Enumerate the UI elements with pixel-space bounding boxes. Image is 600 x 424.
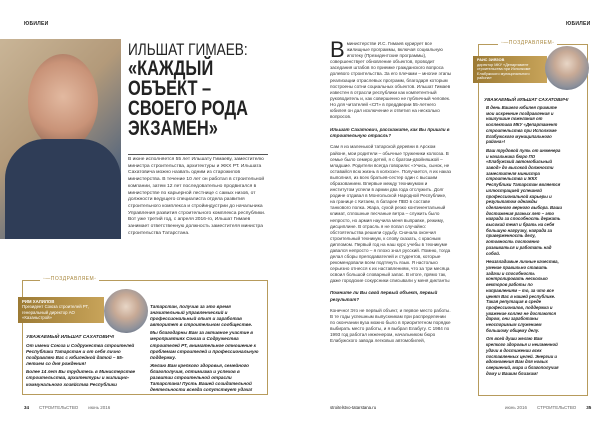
page-number-right: 35 (586, 405, 592, 410)
congrats-heading-right: ◦—ПОЗДРАВЛЯЕМ◦ (498, 40, 557, 46)
question-1: Ильшат Сахатович, расскажите, как Вы пришли в строительную отрасль? (330, 127, 450, 139)
website: stroitelstvo-tatarstana.ru (330, 405, 377, 410)
person-photo-left (104, 289, 148, 333)
lead-paragraph: В июне исполняется 55 лет Ильшату Гимаеву, заместителю министра строительства, архитектуры и ЖКХ РТ. Ильшата Сахатовича можно назвать одним из старожилов министерства. В течение 10 лет он работал в строительной компании, затем 12 лет последовательно продвигался в министерстве по карьерной лестнице с самых низов, от должности ведущего специалиста отдела развития строительного комплекса и стройиндустрии до начальника Управления развития строительного комплекса республики. Вот уже третий год, с апреля 2016-го, Ильшат Гимаев занимает ответственную должность заместителя министра строительства Татарстана. (128, 157, 266, 236)
magazine-name-right: СТРОИТЕЛЬСТВО (536, 405, 577, 410)
congrats-heading-left: ◦—ПОЗДРАВЛЯЕМ◦ (40, 276, 99, 282)
title-name: ИЛЬШАТ ГИМАЕВ: (128, 40, 248, 59)
magazine-name-left: СТРОИТЕЛЬСТВО (39, 405, 79, 410)
portrait-photo (0, 39, 121, 239)
congrats-col2: Татарстан, получив за это время значительный управленческий и профессиональный опыт и заработав авторитет в строительном сообществе. Мы благодарны Вам за активное участие в мероприятиях Союза и Содружества строителей РТ, внимательное отношение к проблемам строителей и профессиональную поддержку. Желаю Вам крепкого здоровья, семейного благополучия, оптимизма и успехов в развитии строительной отрасли Татарстана! Пусть Вашей созидательной деятельности всегда сопутствует удача! (150, 304, 259, 393)
page-number-left: 34 (24, 405, 30, 410)
article-title (128, 40, 288, 139)
article-body (330, 37, 452, 344)
question-2: Помните ли Вы свой первый объект, первый результат? (330, 290, 438, 302)
title-quote: «КАЖДЫЙ ОБЪЕКТ – СВОЕГО РОДА ЭКЗАМЕН» (128, 57, 249, 140)
person-title: Президент Союза строителей РТ, генеральный директор АО «Казаньстрой» (22, 304, 89, 321)
section-tag-left: ЮБИЛЕИ (24, 21, 49, 27)
section-tag-right: ЮБИЛЕИ (566, 21, 591, 27)
person-label-right (473, 56, 547, 83)
person-name: РИМ ХАЛИЛОВ (22, 299, 55, 304)
salutation-left: УВАЖАЕМЫЙ ИЛЬШАТ САХАТОВИЧ! (26, 335, 115, 340)
issue-date-right: июнь 2016 (505, 405, 527, 410)
issue-date-left: июнь 2016 (88, 405, 111, 410)
article-paragraph: министерстве И.С. Гимаев курирует все жилищные программы, включая социальную ипотеку (Президентские программы), совершенствует обновление объектов, проводит заседания штабов по приемке гражданского вопроса долевого строительства. За его плечами – многие этапы реализации отраслевых программ, благодаря которым построены сотни социальных объектов. Ильшат Гимаев известен в отрасли республики как компетентный руководитель и, как совершенно не публичный человек. Но для читателей «СП» в преддверии 55-летнего юбилея он дал исключение и ответил на несколько вопросов. (330, 41, 452, 120)
footer-right (505, 405, 591, 410)
person-photo-right (545, 46, 589, 90)
congrats-col1: От имени Союза и Содружества строителей Республики Татарстан и от себя лично поздравляю Вас с юбилейной датой – 55-летием со дня рождения! Более 14 лет Вы трудитесь в Министерстве строительства, архитектуры и жилищно-коммунального хозяйства Республики (26, 343, 136, 387)
congrats-right-text: В день Вашего юбилея примите мои искренние поздравления и наилучшие пожелания от коллектива МКУ «Департамент строительства при Исполкоме Елабужского муниципального района»! Ваш трудовой путь от инженера и начальника бюро ПО «Елабужский автомобильный завод» до высокой должности заместителя министра строительства и ЖКХ Республики Татарстан является иллюстрацией успешной профессиональной карьеры и результатом однажды сделанного верного выбора. Ваши достижения разных лет – это награда за способность держать высокий темп и брать на себя большую нагрузку, награда за приверженность делу, готовность постоянно развиваться и работать над собой. Неизгладимые личные качества, умение правильно ставить задачи и способность контролировать несколько векторов работы по направлениям – то, за что все ценят Вас в нашей республике. Такая репутация в среде профессионалов, поддержка и уважение коллег не достаются даром, они заработаны неоспоримым служением большому общему делу. От всей души желаю Вам крепкого здоровья и неизменной удачи в достижении всех поставленных целей. Энергии и вдохновения Вам для новых свершений, мира и благополучия дому и Вашим близким! (486, 105, 562, 376)
drop-cap: В (330, 37, 345, 62)
person-name: РАИС ЗИЯЗОВ (477, 58, 505, 62)
answer-1: Сам я из маленькой татарской деревни в Арском районе, мои родители – обычные труженики колхоза. В семье было семеро детей, я с братом-двойняшкой – младшие. Родители всегда говорили: «Учись, сынок, не оставайся всю жизнь в колхозе». Получается, я их наказ выполнил, из всех братьев-сестер один с высшим образованием. Впервые между техникумом и институтом успели в армии два года отслужить. Долг родине отдавал в Монгольской Народной Республике, на границе с Китаем, в батарее ПВО в составе танкового полка. Жара, сухой резко континентальный климат, сплошные песчаные ветра – служить было непросто, но армия научила меня выправке, режиму, дисциплине. В отрасль я не попал случайно: обстоятельства решили судьбу. Сначала окончил строительный техникум, к слову сказать, с красным дипломом. Первый год на наш курс учебы в техникуме давался непросто – я плохо знал русский. Помню, тогда делал сборы преподавателей и студентов, которые рекомендовали всем подтянуть язык. Я настолько серьезно отнесся к их наставлениям, что за три месяца освоил большой словарный запас. В итоге, прямо так, даже городские сокурсники списывали у меня диктанты (330, 144, 451, 284)
salutation-right: УВАЖАЕМЫЙ ИЛЬШАТ САХАТОВИЧ! (484, 97, 569, 102)
person-title: директор МКУ «Департамент строительства при Исполкоме Елабужского муниципального района» (477, 62, 531, 81)
person-label-left (18, 297, 104, 323)
answer-2: Конечно! Это не первый объект, и первое место работы. В те годы успешным выпускникам при распределении по окончании вуза можно было в приоритетном порядке выбирать место работы, и я выбрал Елабугу. С 1984 по 1993 год работал инженером, начальником бюро Елабужского завода легковых автомобилей, (330, 307, 451, 344)
footer-left (24, 405, 110, 410)
